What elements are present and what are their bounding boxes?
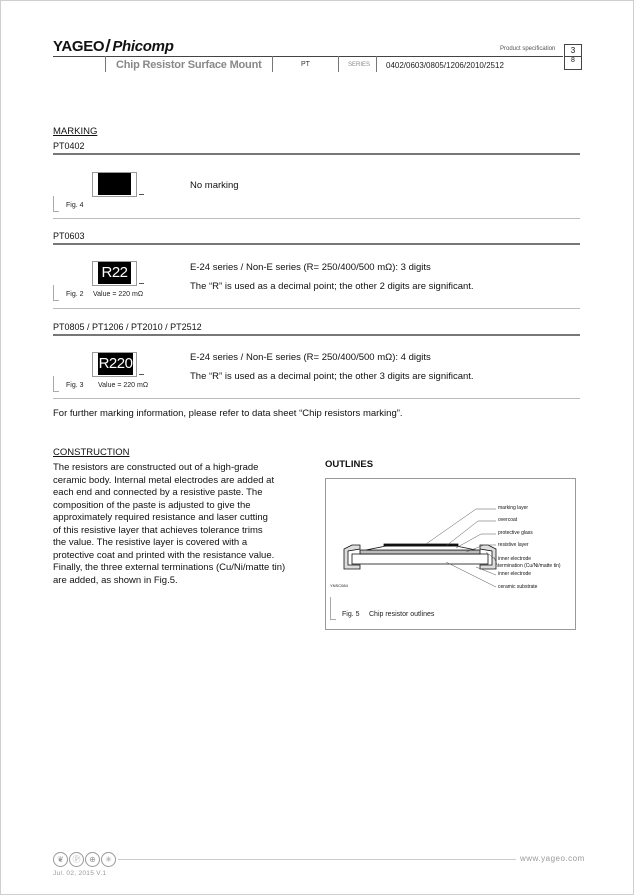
section-label-pt0805: PT0805 / PT1206 / PT2010 / PT2512 [53, 322, 202, 332]
construction-line: the value. The resistive layer is covered with a [53, 537, 248, 548]
construction-text [53, 462, 313, 587]
outline-label: marking layer [498, 505, 529, 511]
footer-website[interactable]: www.yageo.com [520, 854, 585, 863]
chip-tick [139, 194, 144, 195]
outline-label: resistive layer [498, 542, 529, 548]
ceramic-substrate-shape [352, 554, 488, 564]
doc-title: Chip Resistor Surface Mount [116, 59, 262, 71]
fig-2-value: Value = 220 mΩ [93, 291, 144, 298]
section-rule [53, 308, 580, 309]
section-label-pt0603: PT0603 [53, 231, 85, 241]
further-marking-note: For further marking information, please refer to data sheet “Chip resistors marking”. [53, 408, 403, 419]
overcoat-shape [366, 546, 476, 550]
brand-name: YAGEO [53, 38, 105, 55]
construction-line: composition of the paste is adjusted to give the [53, 499, 251, 511]
pt0402-desc: No marking [190, 180, 239, 191]
pt0603-desc-2: The “R” is used as a decimal point; the other 2 digits are significant. [190, 281, 474, 292]
chip-tick [139, 374, 144, 375]
construction-line: Finally, the three external terminations (Cu/Ni/matte tin) [53, 562, 286, 573]
section-rule [53, 243, 580, 245]
header-divider [105, 56, 106, 72]
outline-label: protective glass [498, 530, 533, 536]
fig-4-label: Fig. 4 [66, 202, 84, 209]
drawing-code: YNSC084 [330, 583, 348, 588]
lead-free-icon: Ⓟ [69, 852, 84, 867]
header-divider [272, 56, 273, 72]
outline-label: termination (Cu/Ni/matte tin) [498, 563, 561, 569]
doc-type: Product specification [500, 46, 556, 52]
footer-date: Jul. 02, 2015 V.1 [53, 870, 107, 877]
fig-5-label: Fig. 5 [342, 611, 360, 618]
fig-corner [330, 597, 336, 620]
pt0805-desc-2: The “R” is used as a decimal point; the other 3 digits are significant. [190, 371, 474, 382]
section-rule [53, 218, 580, 219]
halogen-free-icon: ⊕ [85, 852, 100, 867]
leader-line [426, 509, 476, 544]
chip-marking-pt0402 [98, 173, 131, 195]
construction-line: are added, as shown in Fig.5. [53, 574, 178, 586]
page-number: 3 [570, 46, 576, 55]
chip-marking-pt0805: R220 [98, 353, 133, 375]
section-label-pt0402: PT0402 [53, 141, 85, 151]
fig-corner [53, 196, 59, 212]
section-rule [53, 334, 580, 336]
outline-label: ceramic substrate [498, 584, 538, 590]
construction-line: approximately required resistance and laser cutting [53, 512, 268, 523]
chip-tick [139, 283, 144, 284]
leaf-icon: ❦ [53, 852, 68, 867]
marking-heading: MARKING [53, 126, 98, 137]
header-divider [376, 56, 377, 72]
header-divider [338, 56, 339, 72]
series-code: PT [301, 61, 310, 68]
series-sizes: 0402/0603/0805/1206/2010/2512 [386, 61, 504, 70]
section-rule [53, 398, 580, 399]
pt0603-desc-1: E-24 series / Non-E series (R= 250/400/500 mΩ): 3 digits [190, 262, 431, 273]
leader-line [456, 534, 481, 548]
fig-3-label: Fig. 3 [66, 382, 84, 389]
leader-line [446, 521, 478, 546]
outline-label: inner electrode [498, 571, 532, 577]
tree-icon: ✳ [101, 852, 116, 867]
construction-line: ceramic body. Internal metal electrodes are added at [53, 474, 275, 486]
pt0805-desc-1: E-24 series / Non-E series (R= 250/400/500 mΩ): 4 digits [190, 352, 431, 363]
section-rule [53, 153, 580, 155]
fig-3-value: Value = 220 mΩ [98, 382, 149, 389]
resistive-layer-shape [360, 550, 480, 554]
logo-separator [106, 39, 111, 52]
fig-2-label: Fig. 2 [66, 291, 84, 298]
fig-5-caption: Chip resistor outlines [369, 611, 435, 618]
construction-heading: CONSTRUCTION [53, 447, 130, 458]
chip-marking-pt0603: R22 [98, 262, 131, 284]
outlines-heading: OUTLINES [325, 459, 374, 470]
construction-line: protective coat and printed with the resistance value. [53, 549, 275, 561]
construction-line: of this resistive layer that achieves tolerance trims [53, 524, 263, 536]
fig-corner [53, 285, 59, 301]
brand-name-2: Phicomp [112, 38, 174, 55]
header-rule [53, 56, 563, 57]
footer-rule [118, 859, 516, 860]
series-label: SERIES [348, 62, 371, 68]
brand-logo [53, 38, 174, 55]
chip-cross-section [326, 479, 575, 629]
construction-line: The resistors are constructed out of a high-grade [53, 462, 259, 473]
page-total: 8 [571, 57, 575, 64]
fig-corner [53, 376, 59, 392]
outline-figure [325, 478, 576, 630]
construction-line: each end and connected by a resistive paste. The [53, 487, 263, 498]
outline-label: inner electrode [498, 556, 532, 562]
outline-label: overcoat [498, 517, 518, 523]
page-number-box [564, 44, 582, 70]
